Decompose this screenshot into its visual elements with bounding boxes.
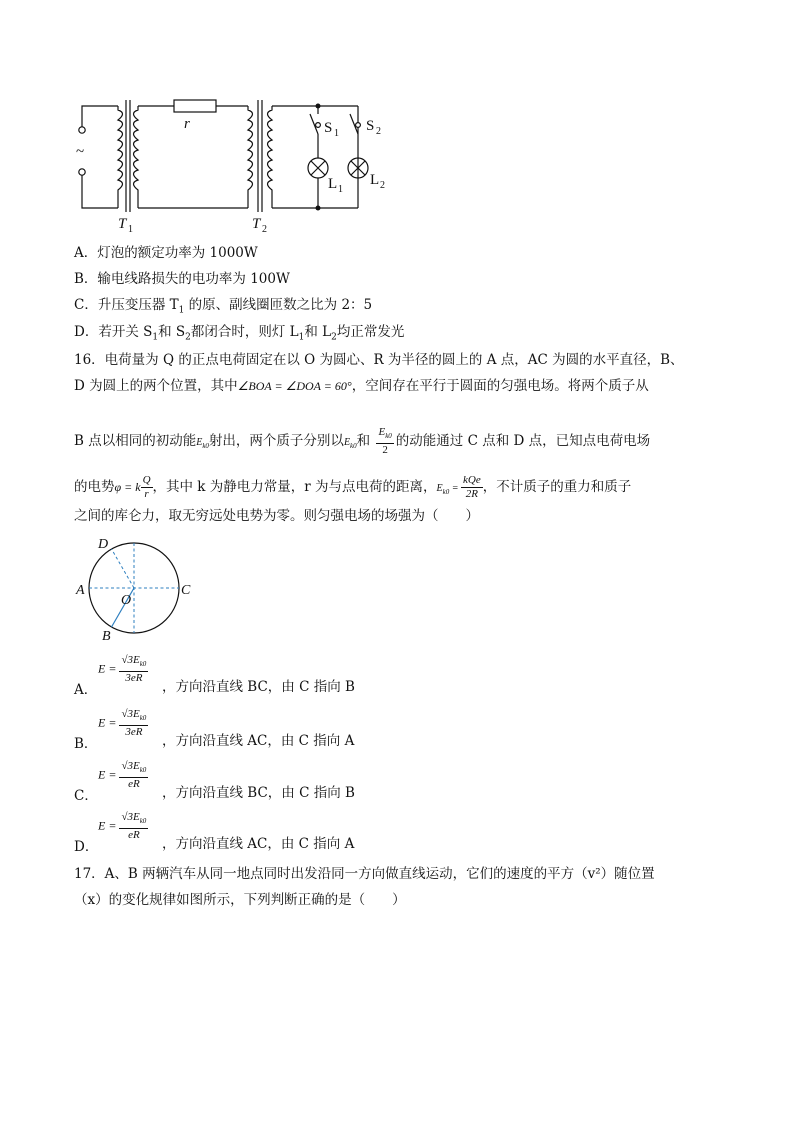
q16-option-b-text: ，方向沿直线 AC，由 C 指向 A [162,733,355,749]
t2-primary-coil [248,106,253,208]
q15-option-d-part3: 和 L [304,324,332,340]
q16-line-2 [74,376,649,396]
radius-od [112,549,135,588]
line-resistor [174,100,216,112]
q16-option-d-formula: E = $\frac{√3E_{k0}}{eR}$ [98,811,147,842]
q16-option-a-formula: E = $\frac{√3E_{k0}}{3eR}$ [98,654,147,685]
q16-line-1 [74,350,684,370]
q16-option-b-label[interactable]: B． [74,736,98,752]
q16-circle-diagram [72,534,202,644]
q16-angle-formula: ∠BOA = ∠DOA = 60° [237,379,352,393]
q15-option-b[interactable] [74,269,290,289]
q16-line-3-c: 和 [356,433,371,450]
primary-left-wire [82,106,118,208]
q16-line-5-text: 之间的库仑力，取无穷远处电势为零。则匀强电场的场强为（ ） [74,508,479,524]
s1-label-sub: 1 [334,128,339,139]
t1-primary-coil [118,106,123,208]
q15-option-d[interactable]: D．若开关 $S_1$和 $S_2$都闭合时，则灯 $L_1$和 $L_2$均正常发光 [74,324,405,343]
q16-line-5 [74,506,479,526]
q16-option-b-formula: E = $\frac{√3E_{k0}}{3eR}$ [98,708,147,739]
q16-line-4-b: ，其中 k 为静电力常量，r 为与点电荷的距离， [152,479,437,495]
q16-ek0-symbol-2: $E_{k0}$ [343,437,357,451]
q15-option-c-sub: 1 [178,305,185,316]
s1-label: S [324,120,333,136]
q16-phi-fraction: $\frac{Q}{r}$ [142,474,151,500]
transformer-circuit-diagram [70,92,410,237]
q16-option-c-label[interactable]: C． [74,788,98,804]
q16-line-4 [74,474,631,502]
q15-option-d-part1: 和 S [158,324,186,340]
q15-option-d-part2: 都闭合时，则灯 L [190,324,299,340]
q16-line-2-a: D 为圆上的两个位置，其中 [74,378,238,394]
q16-line-1-text: 16．电荷量为 Q 的正点电荷固定在以 O 为圆心、R 为半径的圆上的 A 点，AC 为圆的水平直径，B、 [74,352,684,368]
q15-option-c-rest: 的原、副线圈匝数之比为 2：5 [188,297,373,313]
q17-line-1 [74,864,655,884]
q15-option-b-text: B．输电线路损失的电功率为 100W [74,271,290,287]
junction-dot-bottom [316,206,321,211]
lamp-l1-cross [311,161,325,175]
l2-label-sub: 2 [380,180,385,191]
q16-line-2-b: ，空间存在平行于圆面的匀强电场。将两个质子从 [351,378,649,394]
q17-line-1-text: 17．A、B 两辆汽车从同一地点同时出发沿同一方向做直线运动，它们的速度的平方（v²）随位置 [74,866,655,882]
q15-option-a-text: A．灯泡的额定功率为 1000W [74,245,258,261]
q15-option-d-text: D．若开关 S [74,324,153,340]
ac-source-symbol: ~ [76,144,85,160]
resistor-label: r [184,116,190,132]
t2-label: T [252,216,261,232]
l1-label: L [328,176,338,192]
q17-line-2 [74,890,406,910]
q16-ek0-fraction: $\frac{\text{kQe}}{2R}$ [463,474,481,500]
q16-option-d-text: ，方向沿直线 AC，由 C 指向 A [162,836,355,852]
t1-label-sub: 1 [128,224,133,235]
q16-option-c-formula: E = $\frac{√3E_{k0}}{eR}$ [98,760,147,791]
point-d-label: D [98,537,109,552]
point-c-label: C [181,583,191,598]
q17-line-2-text: （x）的变化规律如图所示，下列判断正确的是（ ） [74,892,406,908]
ac-terminal-bottom [79,169,85,175]
q16-phi-formula: φ = k [114,480,141,494]
t1-label: T [118,216,127,232]
q15-option-a[interactable] [74,243,258,263]
q16-line-3-a: B 点以相同的初动能 [74,433,197,450]
t1-secondary-coil [134,106,139,208]
t2-label-sub: 2 [262,224,267,235]
q16-line-3-d: 的动能通过 C 点和 D 点，已知点电荷电场 [395,433,651,450]
q16-line-4-a: 的电势 [74,479,115,495]
q16-half-ek0-fraction: $\frac{E_{k0}}{2}$ [378,426,392,457]
q16-line-4-c: ，不计质子的重力和质子 [482,479,632,495]
point-o-label: O [121,593,132,608]
switch-s2-contact [356,123,361,128]
q15-option-c[interactable] [74,295,372,321]
l1-label-sub: 1 [338,184,343,195]
t2-secondary-coil [268,106,273,208]
point-b-label: B [102,629,111,644]
point-a-label: A [76,583,85,598]
q16-option-a-text: ，方向沿直线 BC，由 C 指向 B [162,679,355,695]
ac-terminal-top [79,127,85,133]
q15-option-d-part4: 均正常发光 [336,324,405,340]
s2-label: S [366,118,375,134]
q16-line-3-b: 射出，两个质子分别以 [208,433,344,450]
q16-option-c-text: ，方向沿直线 BC，由 C 指向 B [162,785,355,801]
switch-s1-contact [316,123,321,128]
l2-label: L [370,172,380,188]
junction-dot-top [316,104,321,109]
s2-label-sub: 2 [376,126,381,137]
q16-option-d-label[interactable]: D． [74,839,99,855]
q15-option-c-text: C．升压变压器 T [74,297,179,313]
q16-option-a-label[interactable]: A． [74,682,98,698]
load-bus [272,106,358,208]
q16-ek0-def: $E_{k0}$ = [436,483,461,496]
q16-line-3 [74,426,650,457]
q16-ek0-symbol: $E_{k0}$ [196,437,209,451]
